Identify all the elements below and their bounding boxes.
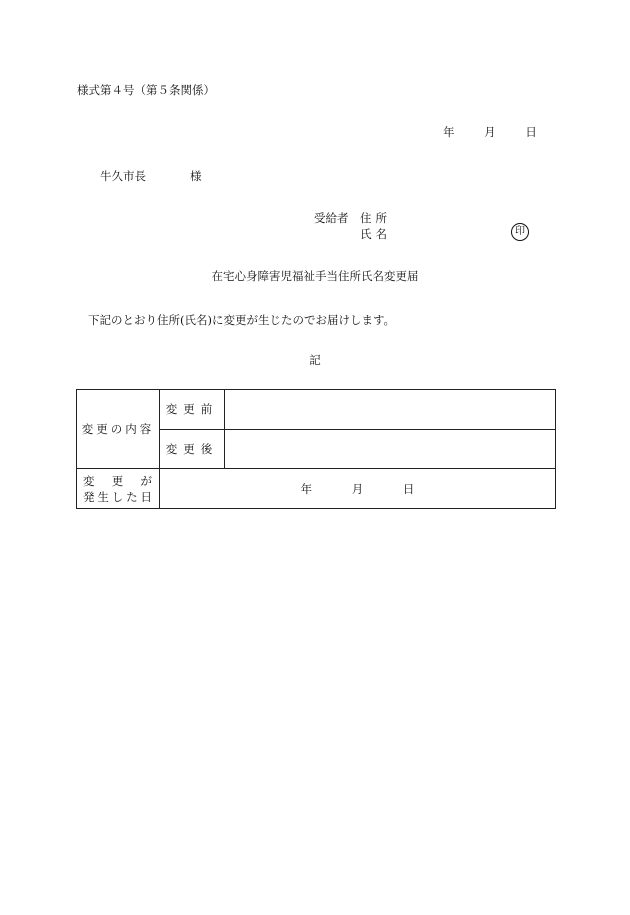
date-month-label: 月 — [484, 125, 496, 139]
date-year-label: 年 — [443, 125, 455, 139]
label-char: 生 — [97, 489, 110, 504]
submission-date — [443, 124, 537, 140]
change-date-month: 月 — [351, 481, 364, 496]
seal-mark: 印 — [511, 223, 529, 241]
form-number: 様式第４号（第５条関係） — [77, 83, 215, 97]
label-char: が — [140, 473, 153, 488]
change-date-day: 日 — [402, 481, 415, 496]
label-char: た — [126, 489, 139, 504]
after-label: 変更後 — [160, 429, 225, 469]
change-form-table — [76, 389, 556, 509]
document-title: 在宅心身障害児福祉手当住所氏名変更届 — [211, 269, 419, 283]
before-value-field[interactable] — [225, 390, 556, 430]
change-date-label — [77, 469, 160, 509]
label-char: し — [111, 489, 125, 504]
addressee-name: 牛久市長 — [100, 169, 146, 183]
date-day-label: 日 — [525, 125, 537, 139]
address-label: 住所 — [360, 211, 391, 225]
label-char: 日 — [140, 489, 153, 504]
name-label: 氏名 — [360, 227, 391, 241]
body-text: 下記のとおり住所(氏名)に変更が生じたのでお届けします。 — [88, 313, 396, 327]
after-value-field[interactable] — [225, 429, 556, 469]
change-date-label-line2 — [77, 489, 159, 505]
ki-heading: 記 — [309, 353, 321, 367]
change-date-year: 年 — [300, 481, 313, 496]
applicant-label: 受給者 — [314, 211, 349, 225]
label-char: 発 — [83, 489, 96, 504]
before-label: 変更前 — [160, 390, 225, 430]
addressee — [100, 168, 202, 184]
change-date-label-line1 — [77, 473, 159, 489]
label-char: 更 — [111, 473, 125, 488]
label-char: 変 — [83, 473, 96, 488]
table-row — [77, 390, 556, 430]
change-date-field[interactable] — [160, 469, 556, 509]
content-label: 変更の内容 — [77, 390, 160, 469]
addressee-suffix: 様 — [190, 169, 202, 183]
table-row — [77, 469, 556, 509]
